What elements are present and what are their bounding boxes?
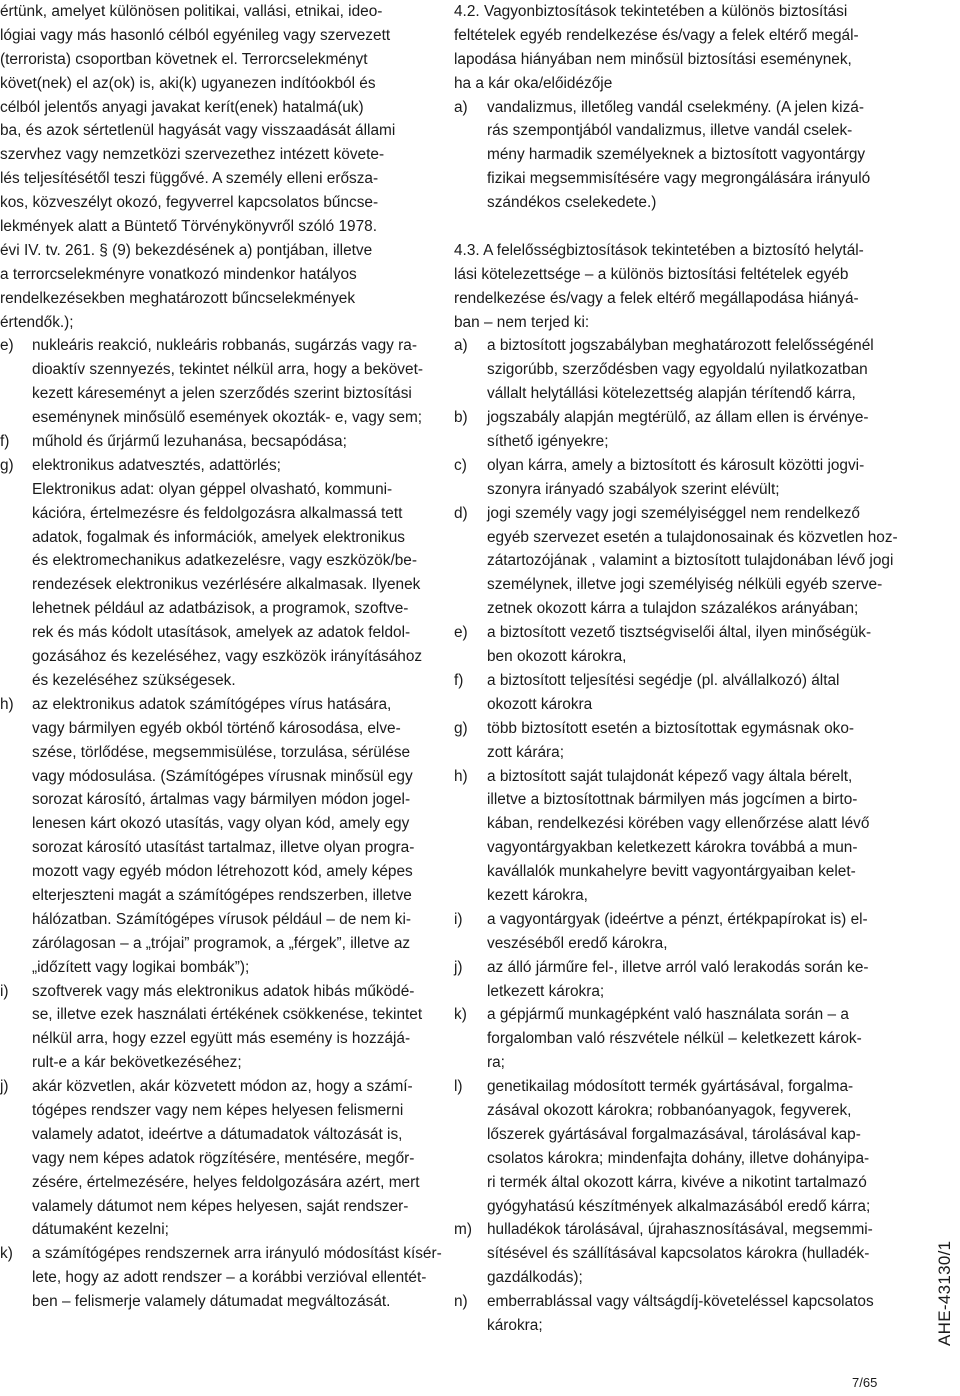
list-item: [0, 1242, 442, 1314]
item-line: elektronikus adatvesztés, adattörlés;: [32, 456, 281, 474]
text-line: lekmények alatt a Büntető Törvénykönyvről szóló 1978.: [0, 218, 377, 236]
list-item: [0, 334, 432, 430]
item-line: jogszabály alapján megtérülő, az állam ellen is érvénye-: [487, 409, 869, 427]
item-line: vagyontárgyakban keletkezett károkra továbbá a mun-: [487, 839, 858, 857]
item-line: lenesen kárt okozó utasítás, vagy olyan kód, amely egy: [32, 815, 410, 833]
text-line: rendelkezése és/vagy a felek eltérő megállapodása hiányá-: [454, 289, 859, 307]
item-body: [32, 980, 432, 1076]
item-line: ra;: [487, 1054, 505, 1072]
item-line: és elektromechanikus adatkezelésre, vagy eszközök/be-: [32, 552, 417, 570]
text-line: ban – nem terjed ki:: [454, 313, 590, 331]
item-line: „időzített vagy logikai bombák”);: [32, 958, 250, 976]
item-line: zott kárára;: [487, 743, 564, 761]
item-line: kezett károkra,: [487, 886, 588, 904]
section-4-3-heading: [454, 239, 892, 335]
section-4-2: [454, 0, 892, 215]
item-line: ben okozott károkra,: [487, 648, 627, 666]
item-line: rás szempontjából vandalizmus, illetve vandál cselek-: [487, 122, 853, 140]
item-body: [487, 765, 892, 908]
list-item: [0, 980, 432, 1076]
text-line: értendők.);: [0, 313, 74, 331]
item-line: szonyra irányadó szabályok szerint elévült;: [487, 480, 780, 498]
item-line: a biztosított jogszabályban meghatározott felelősségénél: [487, 337, 874, 355]
item-line: illetve a biztosítottnak bármilyen más jogcímen a birto-: [487, 791, 858, 809]
item-line: dátumaként kezelni;: [32, 1221, 169, 1239]
item-line: forgalomban való részvétele nélkül – keletkezett károk-: [487, 1030, 862, 1048]
item-line: síthető igényekre;: [487, 433, 609, 451]
list-item: [454, 1290, 892, 1338]
text-line: feltételek egyéb rendelkezése és/vagy a felek eltérő megál-: [454, 26, 859, 44]
item-line: rek és más kódolt utasítások, amelyek az adatok feldol-: [32, 624, 411, 642]
text-line: évi IV. tv. 261. § (9) bekezdésének a) pontjában, illetve: [0, 241, 373, 259]
section-4-3-list: [454, 334, 898, 1337]
item-line: eseménynek minősülő események okozták- e, vagy sem;: [32, 409, 423, 427]
item-line: hálózatban. Számítógépes vírusok például – de nem ki-: [32, 910, 412, 928]
item-line: sorozat károsító, ártalmas vagy bármilyen módon jogel-: [32, 791, 411, 809]
left-exclusion-list: [0, 334, 442, 1314]
item-body: [487, 956, 892, 1004]
item-line: lehetnek például az adatbázisok, a programok, szoftve-: [32, 600, 409, 618]
item-label: g): [0, 456, 14, 474]
item-line: szése, törlődése, megsemmisülése, torzulása, sérülése: [32, 743, 411, 761]
section-4-2-list: [454, 96, 892, 215]
text-line: a terrorcselekményre vonatkozó mindenkor hatályos: [0, 265, 357, 283]
item-line: zésére, értelmezésére, helyes feldolgozására azért, mert: [32, 1173, 420, 1191]
list-item: [0, 693, 432, 980]
item-label: h): [454, 767, 468, 785]
item-body: [487, 621, 892, 669]
item-line: kációra, értelmezésre és feldolgozásra alkalmassá tett: [32, 504, 403, 522]
item-line: vagy nem képes adatok rögzítésére, mentésére, megőr-: [32, 1149, 415, 1167]
list-item: [454, 717, 892, 765]
item-line: jogi személy vagy jogi személyiséggel nem rendelkező: [487, 504, 860, 522]
item-body: [32, 334, 432, 430]
item-label: b): [454, 409, 468, 427]
item-body: [487, 334, 892, 406]
list-item: [454, 502, 898, 621]
item-label: i): [454, 910, 463, 928]
item-line: sítésével és szállításával kapcsolatos károkra (hulladék-: [487, 1245, 870, 1263]
text-line: követ(nek) el az(ok) is, aki(k) ugyanezen indítóokból és: [0, 74, 376, 92]
list-item: [454, 908, 892, 956]
item-line: elterjeszteni magát a számítógépes rendszerben, illetve: [32, 886, 412, 904]
item-line: adatok, fogalmak és információk, amelyek elektronikus: [32, 528, 405, 546]
list-item: [454, 956, 892, 1004]
item-line: a biztosított vezető tisztségviselői által, ilyen minőségük-: [487, 624, 872, 642]
text-line: rendelkezésekben meghatározott bűncselekmények: [0, 289, 356, 307]
text-line: (terrorista) csoportban követnek el. Terrorcselekményt: [0, 50, 368, 68]
item-line: egyéb szervezet esetén a tulajdonosainak és közvetlen hoz-: [487, 528, 898, 546]
item-line: személynek, illetve jogi személyiség nélküli egyéb szerve-: [487, 576, 883, 594]
item-line: tógépes rendszer vagy nem képes helyesen felismerni: [32, 1101, 404, 1119]
item-line: nélkül arra, hogy ezzel együtt más esemény is hozzájá-: [32, 1030, 411, 1048]
list-item: [454, 334, 892, 406]
item-line: rult-e a kár bekövetkezéséhez;: [32, 1054, 242, 1072]
item-line: vállalt helytállási kötelezettség alapján térítendő kárra,: [487, 385, 856, 403]
list-item: [454, 621, 892, 669]
text-line: ba, és azok sértetlenül hagyását vagy visszaadását állami: [0, 122, 396, 140]
right-column: [454, 0, 898, 1338]
item-line: szigorúbb, szerződésben vagy egyoldalú nyilatkozatban: [487, 361, 868, 379]
item-line: és kezeléséhez szükségesek.: [32, 671, 236, 689]
item-line: letkezett károkra;: [487, 982, 605, 1000]
item-line: valamely adatot, ideértve a dátumadatok változását is,: [32, 1125, 403, 1143]
item-line: genetikailag módosított termék gyártásával, forgalma-: [487, 1078, 854, 1096]
item-line: vagy bármilyen egyéb okból történő károsodása, elve-: [32, 719, 401, 737]
item-line: zetnek okozott kárra a tulajdon százalékos arányában;: [487, 600, 859, 618]
item-body: [487, 1290, 892, 1338]
item-line: szándékos cselekedete.): [487, 194, 657, 212]
item-line: okozott károkra: [487, 695, 593, 713]
section-4-2-heading: [454, 0, 892, 96]
item-body: [487, 669, 892, 717]
item-label: h): [0, 695, 14, 713]
item-body: [487, 96, 892, 215]
item-line: az álló járműre fel-, illetve arról való lerakodás során ke-: [487, 958, 869, 976]
text-line: lés teljesítésétől teszi függővé. A személy elleni erősza-: [0, 170, 379, 188]
item-line: műhold és űrjármű lezuhanása, becsapódása;: [32, 433, 347, 451]
text-line: lógiai vagy más hasonló célból egyénileg vagy szervezett: [0, 26, 391, 44]
item-label: k): [0, 1245, 13, 1263]
item-line: zátartozójának , valamint a biztosított tulajdonában lévő jogi: [487, 552, 894, 570]
item-body: [487, 502, 898, 621]
item-line: sorozat károsító utasítást tartalmaz, illetve olyan progra-: [32, 839, 415, 857]
item-line: csolatos károkra; mindenfajta dohány, illetve dohányipa-: [487, 1149, 870, 1167]
list-item: [454, 765, 892, 908]
item-line: dioaktív szennyezés, tekintet nélkül arra, hogy a bekövet-: [32, 361, 423, 379]
item-body: [32, 454, 432, 693]
item-label: k): [454, 1006, 467, 1024]
item-line: hulladékok tárolásával, újrahasznosításával, megsemmi-: [487, 1221, 873, 1239]
list-item: [454, 406, 892, 454]
item-line: lete, hogy az adott rendszer – a korábbi verzióval ellentét-: [32, 1269, 427, 1287]
list-item: [454, 669, 892, 717]
item-body: [32, 430, 432, 454]
list-item: [0, 430, 432, 454]
item-label: a): [454, 337, 468, 355]
item-line: rendezések elektronikus vezérlésére alkalmasak. Ilyenek: [32, 576, 421, 594]
item-line: a számítógépes rendszernek arra irányuló módosítást kísér-: [32, 1245, 442, 1263]
item-line: zásával okozott károkra; robbanóanyagok, fegyverek,: [487, 1101, 852, 1119]
text-line: kos, közveszélyt okozó, fegyverrel kapcsolatos bűncse-: [0, 194, 379, 212]
terror-definition-continuation: [0, 0, 432, 334]
item-label: a): [454, 98, 468, 116]
item-line: lőszerek gyártásával forgalmazásával, tárolásával kap-: [487, 1125, 861, 1143]
item-line: mozott vagy egyéb módon létrehozott kód, amely képes: [32, 863, 413, 881]
item-line: gyógyhatású készítmények alkalmazásából eredő kárra;: [487, 1197, 871, 1215]
item-label: e): [454, 624, 468, 642]
item-body: [487, 454, 892, 502]
item-line: valamely dátumot nem képes helyesen, saját rendszer-: [32, 1197, 409, 1215]
text-line: lási kötelezettsége – a különös biztosítási feltételek egyéb: [454, 265, 849, 283]
item-line: zárólagosan – a „trójai” programok, a „férgek”, illetve az: [32, 934, 411, 952]
text-line: értünk, amelyet különösen politikai, vallási, etnikai, ideo-: [0, 3, 383, 20]
item-body: [487, 406, 892, 454]
page-number: 7/65: [852, 1375, 878, 1390]
list-item: [454, 96, 892, 215]
item-body: [32, 1075, 432, 1242]
item-body: [32, 693, 432, 980]
item-label: f): [0, 433, 10, 451]
item-line: Elektronikus adat: olyan géppel olvasható, kommuni-: [32, 480, 393, 498]
item-line: nukleáris reakció, nukleáris robbanás, sugárzás vagy ra-: [32, 337, 417, 355]
item-label: e): [0, 337, 14, 355]
item-body: [487, 1075, 892, 1218]
item-line: kavállalók munkahelyre bevitt vagyontárgyaiban kelet-: [487, 863, 856, 881]
item-label: g): [454, 719, 468, 737]
list-item: [454, 454, 892, 502]
item-line: fizikai megsemmisítésére vagy megrongálására irányuló: [487, 170, 871, 188]
list-item: [0, 454, 432, 693]
text-line: lapodása hiányában nem minősül biztosítási eseménynek,: [454, 50, 852, 68]
item-line: a biztosított saját tulajdonát képező vagy általa bérelt,: [487, 767, 853, 785]
item-line: károkra;: [487, 1316, 543, 1334]
item-label: j): [0, 1078, 9, 1096]
item-body: [487, 1218, 892, 1290]
item-line: olyan kárra, amely a biztosított és károsult közötti jogvi-: [487, 456, 865, 474]
section-4-3: [454, 239, 898, 1338]
item-line: ben – felismerje valamely dátumadat megváltozását.: [32, 1293, 391, 1311]
document-code: AHE-43130/1: [935, 1240, 954, 1346]
item-line: gazdálkodás);: [487, 1269, 583, 1287]
item-body: [487, 717, 892, 765]
item-body: [487, 1003, 892, 1075]
item-line: akár közvetlen, akár közvetett módon az, hogy a számí-: [32, 1078, 413, 1096]
section-gap: [454, 215, 892, 239]
item-line: emberrablással vagy váltságdíj-követeléssel kapcsolatos: [487, 1293, 874, 1311]
item-line: kában, rendelkezési körében vagy ellenőrzése alatt lévő: [487, 815, 870, 833]
item-line: a gépjármű munkagépként való használata során – a: [487, 1006, 849, 1024]
item-label: d): [454, 504, 468, 522]
list-item: [0, 1075, 432, 1242]
list-item: [454, 1075, 892, 1218]
item-line: gozásához és kezeléséhez, vagy eszközök irányításához: [32, 648, 423, 666]
item-line: vagy módosulása. (Számítógépes vírusnak minősül egy: [32, 767, 413, 785]
item-body: [32, 1242, 442, 1314]
item-line: se, illetve ezek használati értékének csökkenése, tekintet: [32, 1006, 423, 1024]
item-label: f): [454, 671, 464, 689]
item-line: kezett káreseményt a jelen szerződés szerint biztosítási: [32, 385, 412, 403]
item-label: j): [454, 958, 463, 976]
item-label: n): [454, 1293, 468, 1311]
text-line: célból jelentős anyagi javakat kerít(enek) hatalmá(uk): [0, 98, 364, 116]
item-label: i): [0, 982, 9, 1000]
item-label: c): [454, 456, 467, 474]
item-line: a biztosított teljesítési segédje (pl. alvállalkozó) által: [487, 671, 840, 689]
text-line: ha a kár oka/előidézője: [454, 74, 613, 92]
item-label: l): [454, 1078, 463, 1096]
item-label: m): [454, 1221, 472, 1239]
text-line: szervhez vagy nemzetközi szervezethez intézett követe-: [0, 146, 385, 164]
item-line: veszéséből eredő károkra,: [487, 934, 668, 952]
item-line: az elektronikus adatok számítógépes vírus hatására,: [32, 695, 392, 713]
text-line: 4.2. Vagyonbiztosítások tekintetében a különös biztosítási: [454, 3, 848, 20]
list-item: [454, 1003, 892, 1075]
item-line: több biztosított esetén a biztosítottak egymásnak oko-: [487, 719, 855, 737]
list-item: [454, 1218, 892, 1290]
item-line: szoftverek vagy más elektronikus adatok hibás működé-: [32, 982, 415, 1000]
item-line: a vagyontárgyak (ideértve a pénzt, értékpapírokat is) el-: [487, 910, 868, 928]
item-body: [487, 908, 892, 956]
item-line: mény harmadik személyeknek a biztosított vagyontárgy: [487, 146, 866, 164]
text-line: 4.3. A felelősségbiztosítások tekintetében a biztosító helytál-: [454, 241, 864, 259]
item-line: ri termék által okozott kárra, kivéve a nikotint tartalmazó: [487, 1173, 867, 1191]
left-column: [0, 0, 442, 1314]
item-line: vandalizmus, illetőleg vandál cselekmény. (A jelen kizá-: [487, 98, 864, 116]
